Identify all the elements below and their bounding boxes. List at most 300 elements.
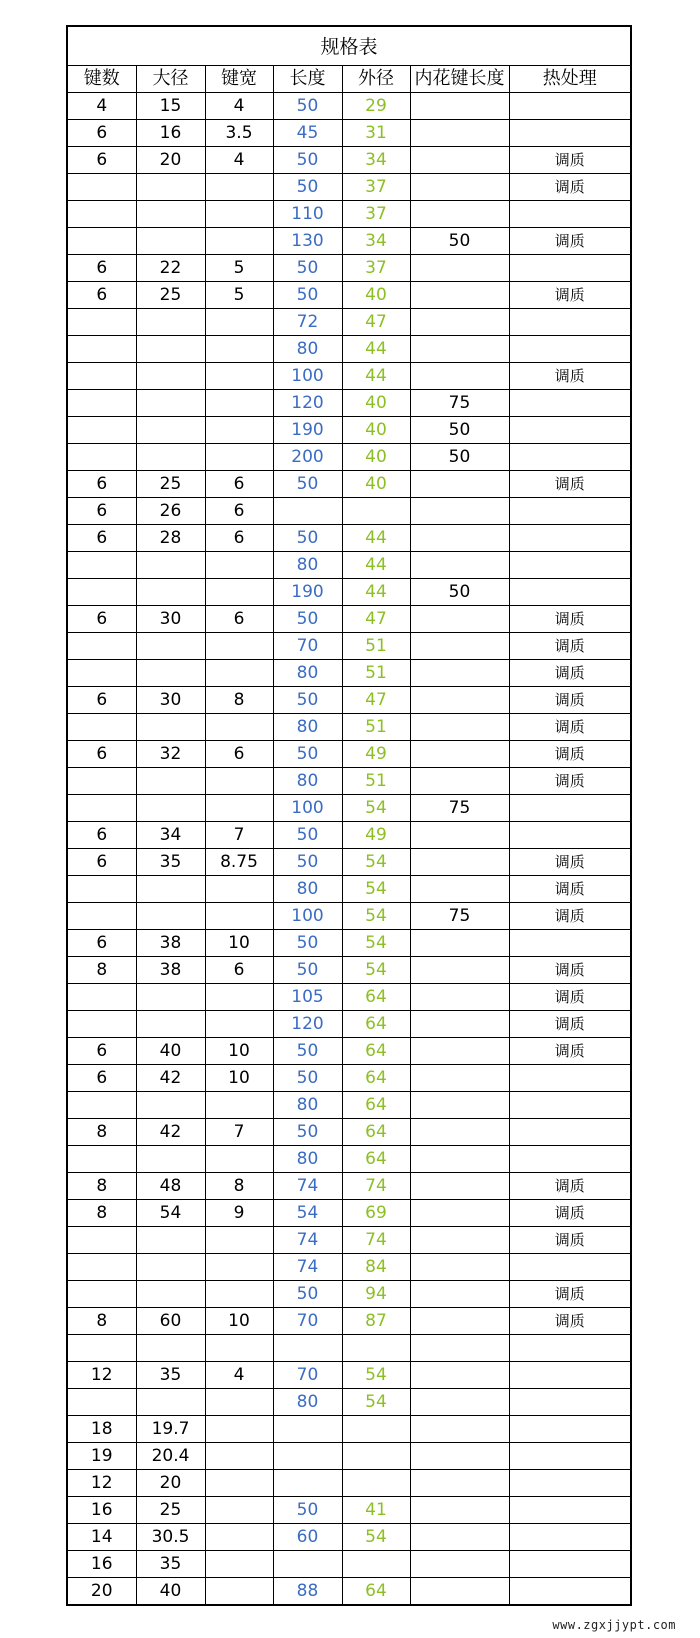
cell-heat-treatment: 调质 bbox=[509, 174, 630, 201]
cell-heat-treatment bbox=[509, 1578, 630, 1605]
cell-heat-treatment: 调质 bbox=[509, 984, 630, 1011]
cell-length: 50 bbox=[273, 525, 342, 552]
cell-length: 80 bbox=[273, 876, 342, 903]
cell-length: 50 bbox=[273, 687, 342, 714]
cell-internal-spline-length bbox=[410, 1416, 509, 1443]
cell-key-count: 14 bbox=[68, 1524, 136, 1551]
cell-heat-treatment bbox=[509, 1389, 630, 1416]
table-row bbox=[68, 120, 630, 147]
cell-key-count: 8 bbox=[68, 957, 136, 984]
cell-outer-diameter: 51 bbox=[342, 768, 410, 795]
cell-major-diameter: 16 bbox=[136, 120, 205, 147]
cell-key-count bbox=[68, 1227, 136, 1254]
cell-heat-treatment bbox=[509, 1551, 630, 1578]
cell-key-width bbox=[205, 1146, 273, 1173]
cell-key-width: 5 bbox=[205, 282, 273, 309]
cell-length: 80 bbox=[273, 552, 342, 579]
cell-length: 200 bbox=[273, 444, 342, 471]
cell-length bbox=[273, 1416, 342, 1443]
cell-key-width: 8.75 bbox=[205, 849, 273, 876]
cell-key-count: 6 bbox=[68, 525, 136, 552]
table-row bbox=[68, 1416, 630, 1443]
cell-length: 50 bbox=[273, 1497, 342, 1524]
cell-key-count: 8 bbox=[68, 1200, 136, 1227]
cell-key-width bbox=[205, 1524, 273, 1551]
table-row bbox=[68, 1119, 630, 1146]
cell-outer-diameter: 64 bbox=[342, 1011, 410, 1038]
cell-major-diameter bbox=[136, 633, 205, 660]
table-row bbox=[68, 1011, 630, 1038]
cell-key-count: 6 bbox=[68, 930, 136, 957]
cell-outer-diameter: 54 bbox=[342, 957, 410, 984]
table-row bbox=[68, 660, 630, 687]
cell-key-count bbox=[68, 660, 136, 687]
cell-internal-spline-length: 50 bbox=[410, 579, 509, 606]
cell-key-count: 6 bbox=[68, 1065, 136, 1092]
cell-length: 72 bbox=[273, 309, 342, 336]
cell-internal-spline-length bbox=[410, 174, 509, 201]
cell-outer-diameter: 54 bbox=[342, 849, 410, 876]
cell-heat-treatment: 调质 bbox=[509, 363, 630, 390]
cell-outer-diameter: 44 bbox=[342, 363, 410, 390]
cell-key-count: 6 bbox=[68, 606, 136, 633]
cell-key-width bbox=[205, 876, 273, 903]
cell-major-diameter: 15 bbox=[136, 93, 205, 120]
spec-sheet bbox=[66, 25, 632, 1606]
cell-heat-treatment: 调质 bbox=[509, 1308, 630, 1335]
cell-outer-diameter: 51 bbox=[342, 714, 410, 741]
cell-major-diameter: 19.7 bbox=[136, 1416, 205, 1443]
cell-outer-diameter: 44 bbox=[342, 579, 410, 606]
table-row bbox=[68, 795, 630, 822]
header-major-diameter: 大径 bbox=[136, 66, 205, 93]
cell-heat-treatment: 调质 bbox=[509, 1011, 630, 1038]
header-length: 长度 bbox=[273, 66, 342, 93]
cell-major-diameter: 30.5 bbox=[136, 1524, 205, 1551]
table-row bbox=[68, 1065, 630, 1092]
cell-major-diameter: 26 bbox=[136, 498, 205, 525]
cell-key-width: 6 bbox=[205, 471, 273, 498]
cell-length: 80 bbox=[273, 660, 342, 687]
cell-heat-treatment bbox=[509, 201, 630, 228]
cell-major-diameter bbox=[136, 876, 205, 903]
cell-outer-diameter: 31 bbox=[342, 120, 410, 147]
cell-heat-treatment bbox=[509, 444, 630, 471]
cell-length: 80 bbox=[273, 1092, 342, 1119]
cell-heat-treatment bbox=[509, 1254, 630, 1281]
cell-major-diameter: 20 bbox=[136, 147, 205, 174]
cell-key-count: 6 bbox=[68, 849, 136, 876]
cell-heat-treatment bbox=[509, 1119, 630, 1146]
cell-major-diameter bbox=[136, 984, 205, 1011]
cell-major-diameter: 30 bbox=[136, 687, 205, 714]
cell-internal-spline-length bbox=[410, 1173, 509, 1200]
cell-outer-diameter: 64 bbox=[342, 984, 410, 1011]
cell-internal-spline-length bbox=[410, 525, 509, 552]
cell-key-width: 4 bbox=[205, 147, 273, 174]
table-row bbox=[68, 984, 630, 1011]
cell-internal-spline-length bbox=[410, 1146, 509, 1173]
cell-heat-treatment bbox=[509, 930, 630, 957]
table-row bbox=[68, 957, 630, 984]
cell-major-diameter: 48 bbox=[136, 1173, 205, 1200]
cell-heat-treatment: 调质 bbox=[509, 606, 630, 633]
table-row bbox=[68, 498, 630, 525]
table-row bbox=[68, 714, 630, 741]
table-row bbox=[68, 1497, 630, 1524]
cell-length: 60 bbox=[273, 1524, 342, 1551]
cell-major-diameter: 30 bbox=[136, 606, 205, 633]
cell-internal-spline-length bbox=[410, 1281, 509, 1308]
cell-key-count bbox=[68, 795, 136, 822]
cell-internal-spline-length: 75 bbox=[410, 903, 509, 930]
cell-key-count: 6 bbox=[68, 1038, 136, 1065]
cell-key-width: 6 bbox=[205, 957, 273, 984]
cell-key-count bbox=[68, 336, 136, 363]
cell-key-width bbox=[205, 201, 273, 228]
cell-key-width: 6 bbox=[205, 741, 273, 768]
cell-length: 190 bbox=[273, 417, 342, 444]
cell-length: 105 bbox=[273, 984, 342, 1011]
cell-length bbox=[273, 1551, 342, 1578]
cell-major-diameter: 60 bbox=[136, 1308, 205, 1335]
table-row bbox=[68, 255, 630, 282]
cell-internal-spline-length: 50 bbox=[410, 228, 509, 255]
cell-heat-treatment: 调质 bbox=[509, 1038, 630, 1065]
cell-length: 120 bbox=[273, 1011, 342, 1038]
cell-major-diameter bbox=[136, 228, 205, 255]
cell-key-width bbox=[205, 1011, 273, 1038]
cell-key-width bbox=[205, 174, 273, 201]
cell-length: 80 bbox=[273, 1389, 342, 1416]
table-row bbox=[68, 1470, 630, 1497]
cell-length: 50 bbox=[273, 930, 342, 957]
table-row bbox=[68, 552, 630, 579]
header-internal-spline-length: 内花键长度 bbox=[410, 66, 509, 93]
cell-major-diameter bbox=[136, 444, 205, 471]
cell-length: 74 bbox=[273, 1173, 342, 1200]
table-row bbox=[68, 1389, 630, 1416]
cell-heat-treatment: 调质 bbox=[509, 876, 630, 903]
cell-key-count: 6 bbox=[68, 282, 136, 309]
cell-key-count: 20 bbox=[68, 1578, 136, 1605]
cell-outer-diameter: 64 bbox=[342, 1092, 410, 1119]
cell-heat-treatment: 调质 bbox=[509, 1281, 630, 1308]
table-row bbox=[68, 1146, 630, 1173]
cell-outer-diameter: 47 bbox=[342, 309, 410, 336]
cell-major-diameter: 35 bbox=[136, 1362, 205, 1389]
cell-heat-treatment bbox=[509, 498, 630, 525]
table-row bbox=[68, 606, 630, 633]
cell-major-diameter: 40 bbox=[136, 1578, 205, 1605]
cell-length bbox=[273, 1443, 342, 1470]
cell-length: 190 bbox=[273, 579, 342, 606]
cell-internal-spline-length bbox=[410, 822, 509, 849]
cell-outer-diameter bbox=[342, 1443, 410, 1470]
cell-key-width bbox=[205, 552, 273, 579]
cell-heat-treatment bbox=[509, 1416, 630, 1443]
cell-internal-spline-length bbox=[410, 984, 509, 1011]
cell-heat-treatment: 调质 bbox=[509, 1173, 630, 1200]
cell-major-diameter: 42 bbox=[136, 1065, 205, 1092]
cell-major-diameter bbox=[136, 1227, 205, 1254]
cell-key-count bbox=[68, 1011, 136, 1038]
cell-heat-treatment bbox=[509, 1146, 630, 1173]
cell-outer-diameter: 37 bbox=[342, 201, 410, 228]
cell-internal-spline-length bbox=[410, 120, 509, 147]
cell-outer-diameter bbox=[342, 1470, 410, 1497]
cell-internal-spline-length bbox=[410, 1551, 509, 1578]
cell-outer-diameter bbox=[342, 1551, 410, 1578]
cell-key-width bbox=[205, 309, 273, 336]
cell-outer-diameter bbox=[342, 1416, 410, 1443]
cell-heat-treatment: 调质 bbox=[509, 1227, 630, 1254]
cell-major-diameter: 34 bbox=[136, 822, 205, 849]
table-row bbox=[68, 903, 630, 930]
cell-key-count bbox=[68, 390, 136, 417]
cell-internal-spline-length bbox=[410, 957, 509, 984]
table-row bbox=[68, 579, 630, 606]
cell-major-diameter bbox=[136, 336, 205, 363]
cell-key-count bbox=[68, 1092, 136, 1119]
cell-internal-spline-length bbox=[410, 1308, 509, 1335]
cell-outer-diameter: 40 bbox=[342, 390, 410, 417]
cell-major-diameter bbox=[136, 1092, 205, 1119]
cell-key-count bbox=[68, 1389, 136, 1416]
cell-heat-treatment bbox=[509, 1497, 630, 1524]
table-row bbox=[68, 1092, 630, 1119]
cell-key-count: 8 bbox=[68, 1119, 136, 1146]
cell-internal-spline-length: 50 bbox=[410, 417, 509, 444]
cell-outer-diameter: 54 bbox=[342, 876, 410, 903]
cell-key-count bbox=[68, 444, 136, 471]
cell-major-diameter: 38 bbox=[136, 930, 205, 957]
cell-heat-treatment: 调质 bbox=[509, 687, 630, 714]
table-row bbox=[68, 147, 630, 174]
cell-heat-treatment bbox=[509, 1443, 630, 1470]
table-row bbox=[68, 849, 630, 876]
header-outer-diameter: 外径 bbox=[342, 66, 410, 93]
cell-internal-spline-length bbox=[410, 876, 509, 903]
cell-key-width bbox=[205, 417, 273, 444]
cell-key-count bbox=[68, 714, 136, 741]
cell-heat-treatment: 调质 bbox=[509, 768, 630, 795]
cell-key-width bbox=[205, 714, 273, 741]
cell-major-diameter: 20.4 bbox=[136, 1443, 205, 1470]
table-row bbox=[68, 1308, 630, 1335]
cell-outer-diameter: 54 bbox=[342, 1362, 410, 1389]
cell-major-diameter bbox=[136, 1011, 205, 1038]
cell-key-width bbox=[205, 1227, 273, 1254]
cell-internal-spline-length bbox=[410, 1200, 509, 1227]
cell-major-diameter bbox=[136, 1281, 205, 1308]
header-key-count: 键数 bbox=[68, 66, 136, 93]
table-row bbox=[68, 1038, 630, 1065]
cell-key-width: 4 bbox=[205, 1362, 273, 1389]
spec-table bbox=[68, 66, 630, 1604]
cell-key-count: 12 bbox=[68, 1362, 136, 1389]
cell-major-diameter bbox=[136, 417, 205, 444]
cell-outer-diameter bbox=[342, 498, 410, 525]
cell-length: 50 bbox=[273, 1065, 342, 1092]
cell-major-diameter bbox=[136, 1146, 205, 1173]
cell-key-width: 8 bbox=[205, 1173, 273, 1200]
cell-key-width: 10 bbox=[205, 1065, 273, 1092]
cell-key-width bbox=[205, 1443, 273, 1470]
table-row bbox=[68, 228, 630, 255]
cell-key-count: 12 bbox=[68, 1470, 136, 1497]
cell-internal-spline-length bbox=[410, 1011, 509, 1038]
cell-outer-diameter: 37 bbox=[342, 255, 410, 282]
table-row bbox=[68, 741, 630, 768]
table-row bbox=[68, 930, 630, 957]
cell-internal-spline-length bbox=[410, 1497, 509, 1524]
table-row bbox=[68, 1362, 630, 1389]
cell-length: 80 bbox=[273, 336, 342, 363]
cell-internal-spline-length bbox=[410, 93, 509, 120]
cell-major-diameter bbox=[136, 552, 205, 579]
cell-outer-diameter: 54 bbox=[342, 930, 410, 957]
cell-internal-spline-length bbox=[410, 660, 509, 687]
cell-key-count: 6 bbox=[68, 120, 136, 147]
cell-heat-treatment bbox=[509, 1470, 630, 1497]
cell-internal-spline-length bbox=[410, 147, 509, 174]
cell-length: 80 bbox=[273, 1146, 342, 1173]
cell-internal-spline-length bbox=[410, 714, 509, 741]
table-row bbox=[68, 93, 630, 120]
cell-heat-treatment: 调质 bbox=[509, 282, 630, 309]
cell-length: 50 bbox=[273, 471, 342, 498]
cell-outer-diameter: 64 bbox=[342, 1146, 410, 1173]
cell-outer-diameter: 84 bbox=[342, 1254, 410, 1281]
cell-outer-diameter: 64 bbox=[342, 1578, 410, 1605]
cell-major-diameter: 25 bbox=[136, 1497, 205, 1524]
cell-key-count bbox=[68, 903, 136, 930]
cell-internal-spline-length bbox=[410, 606, 509, 633]
table-row bbox=[68, 201, 630, 228]
cell-internal-spline-length bbox=[410, 1389, 509, 1416]
cell-internal-spline-length bbox=[410, 552, 509, 579]
cell-outer-diameter: 44 bbox=[342, 552, 410, 579]
table-row bbox=[68, 1524, 630, 1551]
cell-internal-spline-length bbox=[410, 741, 509, 768]
cell-outer-diameter: 44 bbox=[342, 525, 410, 552]
cell-internal-spline-length bbox=[410, 1092, 509, 1119]
cell-major-diameter: 25 bbox=[136, 282, 205, 309]
cell-key-count bbox=[68, 201, 136, 228]
cell-internal-spline-length bbox=[410, 768, 509, 795]
cell-major-diameter bbox=[136, 363, 205, 390]
cell-key-width bbox=[205, 1281, 273, 1308]
cell-heat-treatment bbox=[509, 309, 630, 336]
table-row bbox=[68, 444, 630, 471]
cell-internal-spline-length bbox=[410, 849, 509, 876]
cell-major-diameter: 40 bbox=[136, 1038, 205, 1065]
cell-major-diameter bbox=[136, 1389, 205, 1416]
cell-outer-diameter: 44 bbox=[342, 336, 410, 363]
cell-heat-treatment: 调质 bbox=[509, 741, 630, 768]
cell-outer-diameter: 51 bbox=[342, 633, 410, 660]
cell-outer-diameter: 74 bbox=[342, 1227, 410, 1254]
cell-outer-diameter: 64 bbox=[342, 1119, 410, 1146]
cell-internal-spline-length bbox=[410, 498, 509, 525]
cell-internal-spline-length bbox=[410, 363, 509, 390]
cell-key-count bbox=[68, 984, 136, 1011]
cell-key-width: 5 bbox=[205, 255, 273, 282]
table-row bbox=[68, 525, 630, 552]
cell-key-count bbox=[68, 1335, 136, 1362]
cell-key-count bbox=[68, 1254, 136, 1281]
cell-length: 50 bbox=[273, 849, 342, 876]
table-row bbox=[68, 1200, 630, 1227]
cell-internal-spline-length bbox=[410, 1038, 509, 1065]
table-row bbox=[68, 336, 630, 363]
cell-key-count bbox=[68, 768, 136, 795]
cell-outer-diameter: 87 bbox=[342, 1308, 410, 1335]
cell-key-count: 6 bbox=[68, 822, 136, 849]
cell-key-count: 18 bbox=[68, 1416, 136, 1443]
cell-outer-diameter: 54 bbox=[342, 1389, 410, 1416]
cell-key-count: 6 bbox=[68, 471, 136, 498]
cell-key-count: 16 bbox=[68, 1497, 136, 1524]
cell-internal-spline-length bbox=[410, 1362, 509, 1389]
cell-heat-treatment bbox=[509, 1335, 630, 1362]
cell-heat-treatment: 调质 bbox=[509, 633, 630, 660]
cell-major-diameter: 28 bbox=[136, 525, 205, 552]
table-row bbox=[68, 1578, 630, 1605]
cell-outer-diameter: 51 bbox=[342, 660, 410, 687]
cell-internal-spline-length bbox=[410, 201, 509, 228]
cell-major-diameter bbox=[136, 1254, 205, 1281]
cell-length: 50 bbox=[273, 255, 342, 282]
cell-key-width: 6 bbox=[205, 498, 273, 525]
cell-internal-spline-length bbox=[410, 633, 509, 660]
cell-key-width: 7 bbox=[205, 1119, 273, 1146]
cell-heat-treatment bbox=[509, 822, 630, 849]
cell-internal-spline-length bbox=[410, 687, 509, 714]
cell-length: 100 bbox=[273, 903, 342, 930]
cell-major-diameter bbox=[136, 201, 205, 228]
table-row bbox=[68, 1335, 630, 1362]
cell-heat-treatment: 调质 bbox=[509, 1200, 630, 1227]
table-row bbox=[68, 1173, 630, 1200]
cell-heat-treatment bbox=[509, 1362, 630, 1389]
cell-internal-spline-length: 50 bbox=[410, 444, 509, 471]
table-row bbox=[68, 363, 630, 390]
table-row bbox=[68, 633, 630, 660]
table-row bbox=[68, 1254, 630, 1281]
cell-key-width: 4 bbox=[205, 93, 273, 120]
cell-length: 54 bbox=[273, 1200, 342, 1227]
table-row bbox=[68, 282, 630, 309]
cell-major-diameter bbox=[136, 768, 205, 795]
cell-key-width bbox=[205, 903, 273, 930]
cell-major-diameter bbox=[136, 174, 205, 201]
cell-key-count: 6 bbox=[68, 255, 136, 282]
cell-length: 50 bbox=[273, 741, 342, 768]
cell-major-diameter: 35 bbox=[136, 1551, 205, 1578]
cell-key-count: 6 bbox=[68, 687, 136, 714]
cell-length: 110 bbox=[273, 201, 342, 228]
cell-heat-treatment: 调质 bbox=[509, 714, 630, 741]
cell-outer-diameter: 29 bbox=[342, 93, 410, 120]
cell-key-width bbox=[205, 1389, 273, 1416]
cell-key-width: 8 bbox=[205, 687, 273, 714]
cell-key-width bbox=[205, 660, 273, 687]
cell-length: 70 bbox=[273, 1308, 342, 1335]
cell-heat-treatment: 调质 bbox=[509, 903, 630, 930]
table-row bbox=[68, 309, 630, 336]
